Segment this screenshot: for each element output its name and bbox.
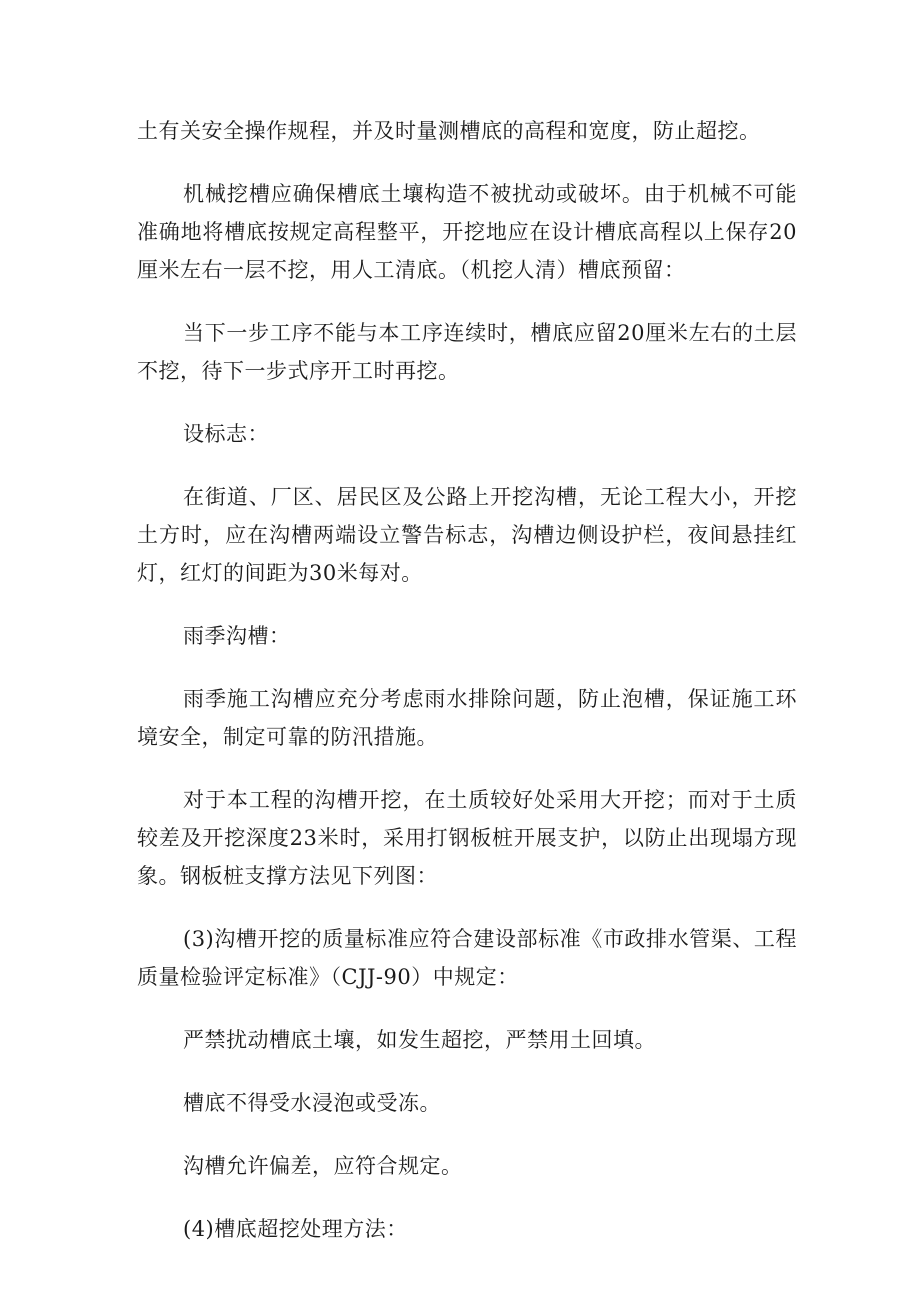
document-body [137, 112, 797, 1273]
paragraph: 沟槽允许偏差，应符合规定。 [183, 1154, 463, 1178]
paragraph: 严禁扰动槽底土壤，如发生超挖，严禁用土回填。 [183, 1028, 656, 1052]
paragraph: 机械挖槽应确保槽底土壤构造不被扰动或破坏。由于机械不可能准确地将槽底按规定高程整平，开挖地应在设计槽底高程以上保存20厘米左右一层不挖，用人工清底。（机挖人清）槽底预留： [137, 182, 797, 282]
paragraph: 雨季施工沟槽应充分考虑雨水排除问题，防止泡槽，保证施工环境安全，制定可靠的防汛措施。 [137, 687, 797, 749]
paragraph: 雨季沟槽： [183, 624, 291, 648]
paragraph: 当下一步工序不能与本工序连续时，槽底应留20厘米左右的土层不挖，待下一步式序开工时再挖。 [137, 321, 797, 383]
paragraph: 对于本工程的沟槽开挖，在土质较好处采用大开挖；而对于土质较差及开挖深度23米时，采用打钢板桩开展支护，以防止出现塌方现象。钢板桩支撑方法见下列图： [137, 788, 797, 888]
paragraph: 槽底不得受水浸泡或受冻。 [183, 1091, 441, 1115]
paragraph: (4)槽底超挖处理方法： [183, 1217, 408, 1241]
paragraph: 在街道、厂区、居民区及公路上开挖沟槽，无论工程大小，开挖土方时，应在沟槽两端设立警告标志，沟槽边侧设护栏，夜间悬挂红灯，红灯的间距为30米每对。 [137, 485, 797, 585]
paragraph: (3)沟槽开挖的质量标准应符合建设部标准《市政排水管渠、工程质量检验评定标准》（CJJ-90）中规定： [137, 927, 797, 989]
paragraph: 土有关安全操作规程，并及时量测槽底的高程和宽度，防止超挖。 [137, 119, 761, 143]
paragraph: 设标志： [183, 422, 269, 446]
